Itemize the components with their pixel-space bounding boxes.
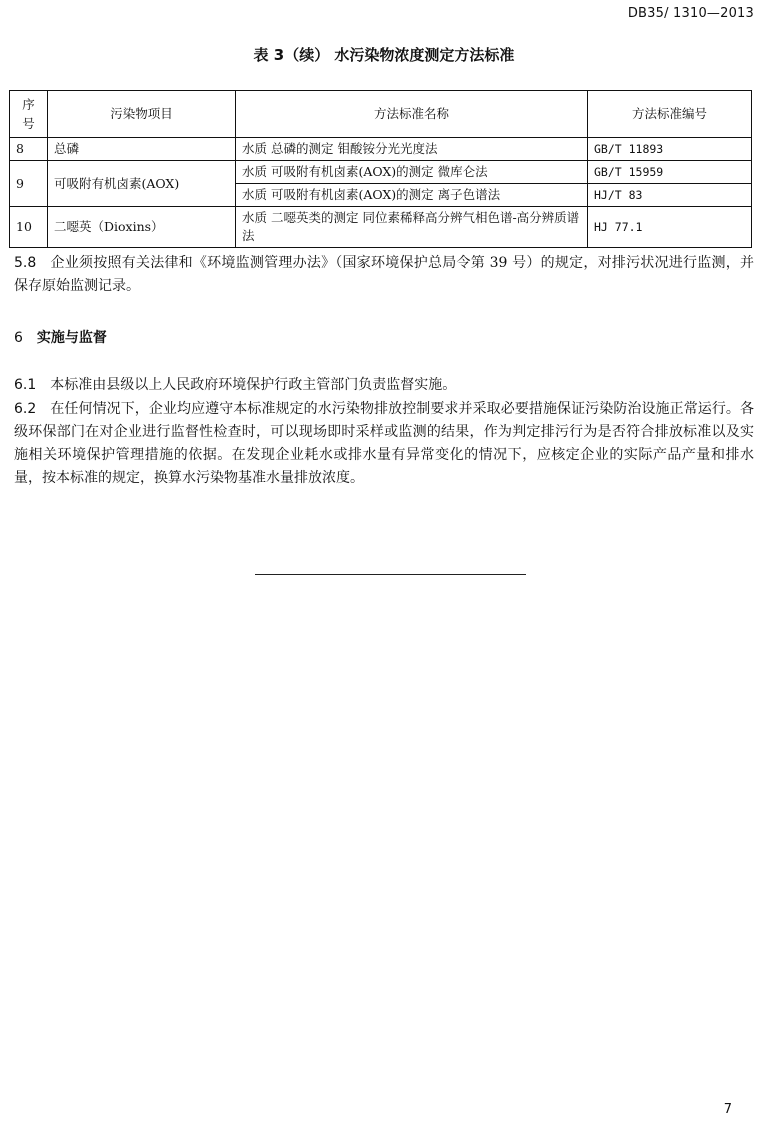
row-method-name: 水质 总磷的测定 钼酸铵分光光度法 bbox=[236, 138, 588, 161]
row-method-name: 水质 可吸附有机卤素(AOX)的测定 微库仑法 bbox=[236, 161, 588, 184]
method-standards-table bbox=[9, 90, 752, 248]
column-header-no: 序号 bbox=[10, 91, 48, 138]
page-number: 7 bbox=[723, 1102, 732, 1117]
row-item: 可吸附有机卤素(AOX) bbox=[48, 161, 236, 207]
clause-text: 企业须按照有关法律和《环境监测管理办法》（国家环境保护总局令第 39 号）的规定，对排污状况进行监测，并保存原始监测记录。 bbox=[14, 255, 754, 294]
table-row bbox=[10, 138, 752, 161]
clause-number: 6.2 bbox=[14, 401, 37, 417]
row-no: 10 bbox=[10, 207, 48, 248]
document-code: DB35/ 1310—2013 bbox=[627, 6, 754, 21]
end-divider bbox=[255, 574, 526, 575]
section-number: 6 bbox=[14, 330, 23, 346]
clause-6-2 bbox=[14, 398, 754, 490]
row-method-code: HJ/T 83 bbox=[588, 184, 752, 207]
column-header-method-code: 方法标准编号 bbox=[588, 91, 752, 138]
clause-5-8 bbox=[14, 252, 754, 298]
clause-text: 在任何情况下，企业均应遵守本标准规定的水污染物排放控制要求并采取必要措施保证污染防治设施正常运行。各级环保部门在对企业进行监督性检查时，可以现场即时采样或监测的结果，作为判定排污行为是否符合排放标准以及实施相关环境保护管理措施的依据。在发现企业耗水或排水量有异常变化的情况下，应核定企业的实际产品产量和排水量，按本标准的规定，换算水污染物基准水量排放浓度。 bbox=[14, 401, 754, 486]
row-method-name: 水质 可吸附有机卤素(AOX)的测定 离子色谱法 bbox=[236, 184, 588, 207]
column-header-method-name: 方法标准名称 bbox=[236, 91, 588, 138]
row-method-code: HJ 77.1 bbox=[588, 207, 752, 248]
row-method-code: GB/T 15959 bbox=[588, 161, 752, 184]
row-no: 9 bbox=[10, 161, 48, 207]
table-header-row bbox=[10, 91, 752, 138]
column-header-item: 污染物项目 bbox=[48, 91, 236, 138]
row-method-name: 水质 二噁英类的测定 同位素稀释高分辨气相色谱-高分辨质谱法 bbox=[236, 207, 588, 248]
clause-number: 6.1 bbox=[14, 377, 37, 393]
row-no: 8 bbox=[10, 138, 48, 161]
row-item: 二噁英（Dioxins） bbox=[48, 207, 236, 248]
clause-number: 5.8 bbox=[14, 255, 37, 271]
clause-6-1 bbox=[14, 374, 754, 397]
section-title: 实施与监督 bbox=[36, 330, 107, 346]
row-method-code: GB/T 11893 bbox=[588, 138, 752, 161]
section-heading-6 bbox=[14, 327, 107, 347]
table-row bbox=[10, 161, 752, 184]
clause-text: 本标准由县级以上人民政府环境保护行政主管部门负责监督实施。 bbox=[50, 377, 457, 393]
table-title: 表 3（续） 水污染物浓度测定方法标准 bbox=[253, 46, 515, 64]
row-item: 总磷 bbox=[48, 138, 236, 161]
table-row bbox=[10, 207, 752, 248]
